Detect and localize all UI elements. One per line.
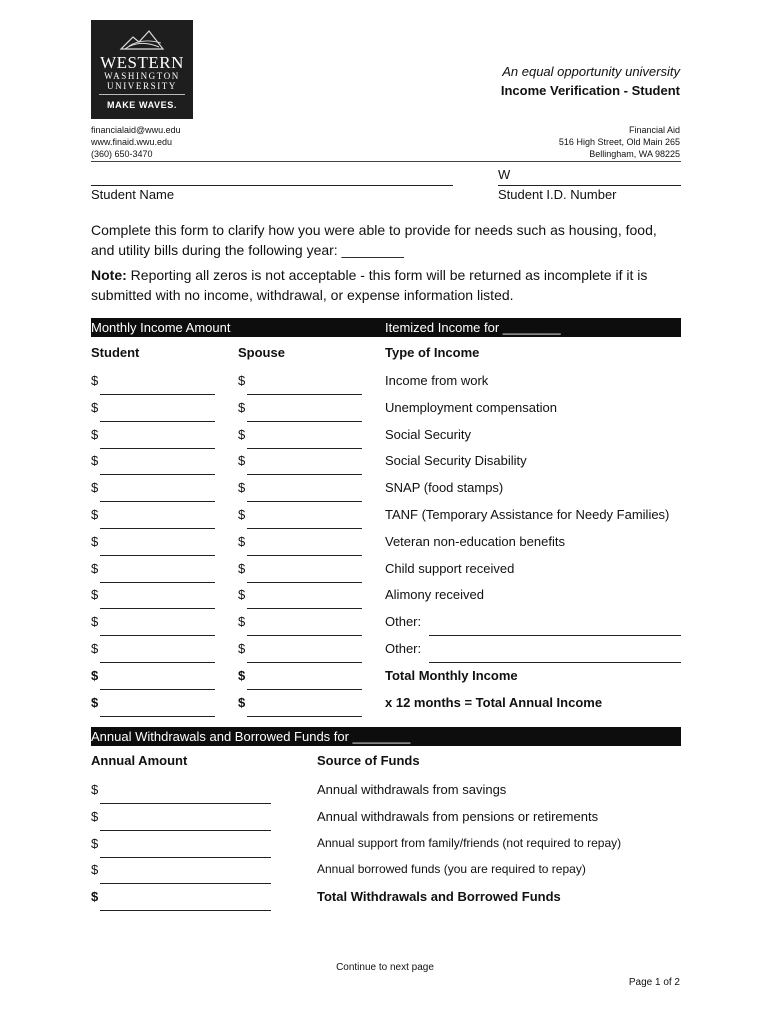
spouse-amount-field[interactable] [247,456,362,475]
contact-city: Bellingham, WA 98225 [589,149,680,159]
student-amount-field[interactable] [100,590,215,609]
income-type-label: Other: [385,641,422,656]
student-amount-field[interactable] [100,564,215,583]
spouse-amount-field[interactable] [247,483,362,502]
spouse-amount-field[interactable] [247,537,362,556]
monthly-column-headers [91,345,681,371]
student-amount-field[interactable] [100,537,215,556]
spouse-currency: $ [238,507,246,522]
table-row [91,398,681,424]
note-line2: submitted with no income, withdrawal, or expense information listed. [91,287,514,303]
income-type-label: Social Security Disability [385,453,527,469]
source-of-funds-label: Annual withdrawals from savings [317,782,507,797]
table-row [91,505,681,531]
spouse-currency: $ [238,480,246,496]
logo-line3: UNIVERSITY [107,81,177,91]
student-currency: $ [91,533,99,549]
student-currency: $ [91,480,99,496]
table-row [91,780,681,806]
header-divider [91,161,681,162]
annual-amount-field[interactable] [100,865,271,884]
spouse-currency: $ [238,560,246,576]
contact-website: www.finaid.wwu.edu [91,137,173,147]
student-currency: $ [91,399,99,415]
annual-amount-field[interactable] [100,812,271,831]
wwu-logo [91,20,193,119]
annual-currency: $ [91,835,99,851]
table-row [91,807,681,833]
monthly-income-header [91,318,681,337]
student-currency: $ [91,641,99,656]
student-name-label: Student Name [91,187,175,202]
mountain-icon [119,29,165,51]
spouse-currency: $ [238,641,246,656]
col-student: Student [91,345,140,360]
student-currency: $ [91,667,99,683]
contact-right [559,124,680,160]
student-amount-field[interactable] [100,644,215,663]
annual-amount-field[interactable] [100,892,271,911]
table-row [91,425,681,451]
student-id-label: Student I.D. Number [498,187,617,202]
spouse-amount-field[interactable] [247,590,362,609]
student-amount-field[interactable] [100,483,215,502]
student-id-prefix: W [498,167,511,182]
header-tagline: An equal opportunity university [502,64,680,79]
col-source-of-funds: Source of Funds [317,753,420,768]
student-currency: $ [91,560,99,576]
student-amount-field[interactable] [100,456,215,475]
table-row [91,666,681,692]
logo-line1: WESTERN [100,53,184,72]
spouse-amount-field[interactable] [247,510,362,529]
intro-text [91,220,657,260]
contact-email: financialaid@wwu.edu [91,125,181,135]
student-id-field[interactable] [498,167,681,186]
note-text [91,265,647,305]
student-currency: $ [91,507,99,522]
table-row [91,887,681,913]
student-currency: $ [91,373,99,388]
annual-amount-field[interactable] [100,839,271,858]
student-currency: $ [91,614,99,630]
note-line1: Reporting all zeros is not acceptable - this form will be returned as incomplete if it is [126,267,648,283]
student-currency: $ [91,426,99,442]
intro-line1: Complete this form to clarify how you were able to provide for needs such as housing, food, [91,222,657,238]
other-income-field[interactable] [429,617,681,636]
col-type-of-income: Type of Income [385,345,480,360]
income-type-label: Alimony received [385,587,484,603]
annual-currency: $ [91,889,99,905]
spouse-currency: $ [238,694,246,710]
spouse-currency: $ [238,373,246,388]
annual-currency: $ [91,782,99,797]
itemized-income-title: Itemized Income for ________ [385,320,561,335]
spouse-amount-field[interactable] [247,698,362,717]
spouse-amount-field[interactable] [247,403,362,422]
table-row [91,612,681,638]
student-amount-field[interactable] [100,698,215,717]
income-type-label: SNAP (food stamps) [385,480,504,496]
spouse-amount-field[interactable] [247,671,362,690]
contact-left [91,124,181,160]
continue-note: Continue to next page [336,962,434,973]
table-row [91,693,681,719]
annual-column-headers [91,753,681,779]
col-spouse: Spouse [238,345,285,360]
table-row [91,860,681,886]
student-amount-field[interactable] [100,510,215,529]
spouse-amount-field[interactable] [247,644,362,663]
table-row [91,559,681,585]
contact-address: 516 High Street, Old Main 265 [558,137,680,147]
income-type-label: Child support received [385,560,515,576]
income-type-label: Unemployment compensation [385,399,557,415]
student-currency: $ [91,453,99,469]
annual-funds-header [91,727,681,746]
income-type-label: Veteran non-education benefits [385,533,565,549]
source-of-funds-label: Annual withdrawals from pensions or retirements [317,808,599,824]
table-row [91,532,681,558]
spouse-amount-field[interactable] [247,376,362,395]
spouse-currency: $ [238,399,246,415]
student-amount-field[interactable] [100,617,215,636]
spouse-currency: $ [238,587,246,603]
annual-currency: $ [91,808,99,824]
source-of-funds-label: Annual borrowed funds (you are required to repay) [317,862,586,877]
income-type-label: Social Security [385,426,471,442]
table-row [91,585,681,611]
spouse-amount-field[interactable] [247,430,362,449]
student-amount-field[interactable] [100,403,215,422]
annual-currency: $ [91,862,99,878]
income-type-label: Other: [385,614,422,630]
col-annual-amount: Annual Amount [91,753,188,768]
contact-phone: (360) 650-3470 [91,149,153,159]
table-row [91,639,681,665]
spouse-currency: $ [238,453,246,469]
student-name-field[interactable] [91,167,453,186]
table-row [91,478,681,504]
spouse-amount-field[interactable] [247,564,362,583]
table-row [91,451,681,477]
income-type-label: TANF (Temporary Assistance for Needy Families) [385,507,670,522]
student-currency: $ [91,587,99,603]
spouse-currency: $ [238,614,246,630]
spouse-currency: $ [238,533,246,549]
income-type-label: x 12 months = Total Annual Income [385,694,603,710]
other-income-field[interactable] [429,644,681,663]
spouse-currency: $ [238,667,246,683]
page-title: Income Verification - Student [500,83,680,98]
income-type-label: Income from work [385,373,489,388]
annual-funds-title: Annual Withdrawals and Borrowed Funds for ________ [91,729,411,744]
student-currency: $ [91,694,99,710]
source-of-funds-label: Total Withdrawals and Borrowed Funds [317,889,561,905]
intro-line2: and utility bills during the following year: ________ [91,242,404,258]
annual-amount-field[interactable] [100,785,271,804]
page-number: Page 1 of 2 [628,977,680,988]
spouse-amount-field[interactable] [247,617,362,636]
student-amount-field[interactable] [100,376,215,395]
spouse-currency: $ [238,426,246,442]
source-of-funds-label: Annual support from family/friends (not required to repay) [317,835,622,850]
contact-office: Financial Aid [628,125,680,135]
note-label: Note: [91,267,127,283]
table-row [91,371,681,397]
table-row [91,834,681,860]
income-type-label: Total Monthly Income [385,667,518,683]
logo-line2: WASHINGTON [104,71,180,81]
logo-tagline: MAKE WAVES. [107,100,177,110]
student-amount-field[interactable] [100,430,215,449]
monthly-income-title: Monthly Income Amount [91,320,231,335]
student-amount-field[interactable] [100,671,215,690]
